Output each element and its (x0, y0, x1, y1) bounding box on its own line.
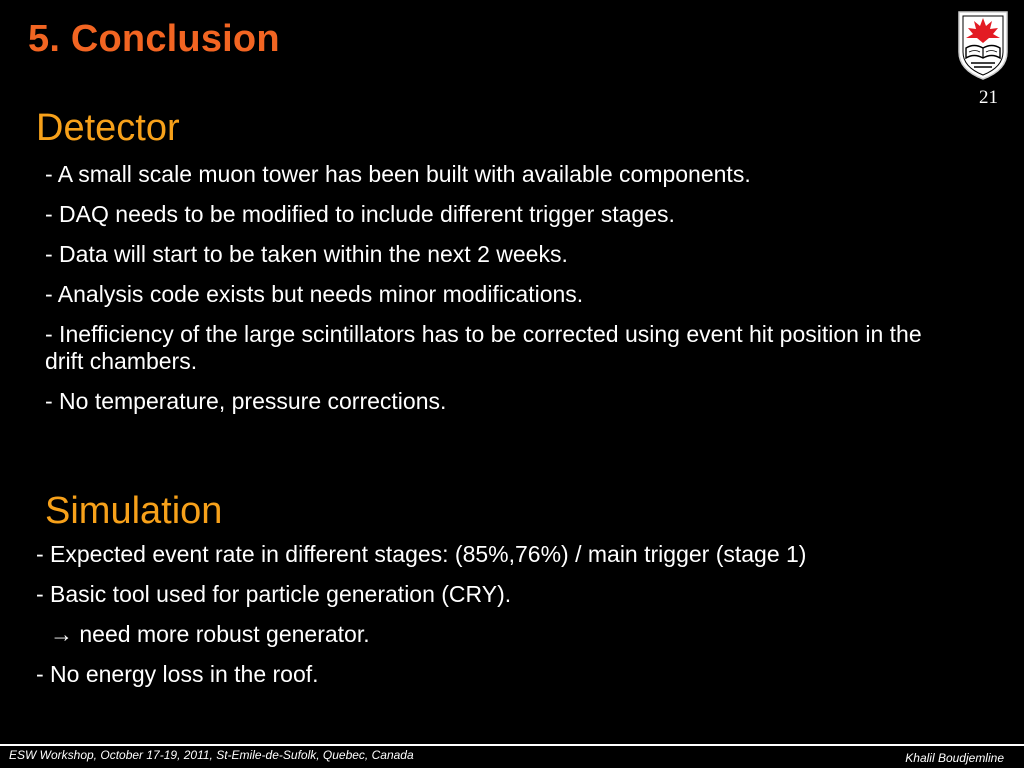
list-item: - No energy loss in the roof. (36, 661, 319, 687)
list-item: - Analysis code exists but needs minor modifications. (45, 281, 584, 307)
simulation-heading: Simulation (45, 490, 223, 532)
footer-divider (0, 744, 1024, 746)
list-item: - Expected event rate in different stages: (85%,76%) / main trigger (stage 1) (36, 541, 807, 567)
footer-author: Khalil Boudjemline (905, 751, 1004, 765)
list-item: → need more robust generator. (50, 621, 370, 647)
detector-bullet-list (45, 161, 1005, 428)
page-number: 21 (979, 87, 998, 108)
detector-heading: Detector (36, 107, 180, 149)
list-item: - Data will start to be taken within the next 2 weeks. (45, 241, 568, 267)
list-item: - No temperature, pressure corrections. (45, 388, 447, 414)
slide-title: 5. Conclusion (28, 18, 280, 60)
list-item: - DAQ needs to be modified to include different trigger stages. (45, 201, 675, 227)
simulation-bullet-list (36, 541, 1006, 701)
list-item: - A small scale muon tower has been built with available components. (45, 161, 751, 187)
list-item: - Basic tool used for particle generation (CRY). (36, 581, 512, 607)
footer-event-info: ESW Workshop, October 17-19, 2011, St-Emile-de-Sufolk, Quebec, Canada (9, 748, 414, 762)
university-shield-logo-icon (955, 8, 1011, 82)
list-item: - Inefficiency of the large scintillators has to be corrected using event hit position in the drift chambers. (45, 321, 922, 374)
